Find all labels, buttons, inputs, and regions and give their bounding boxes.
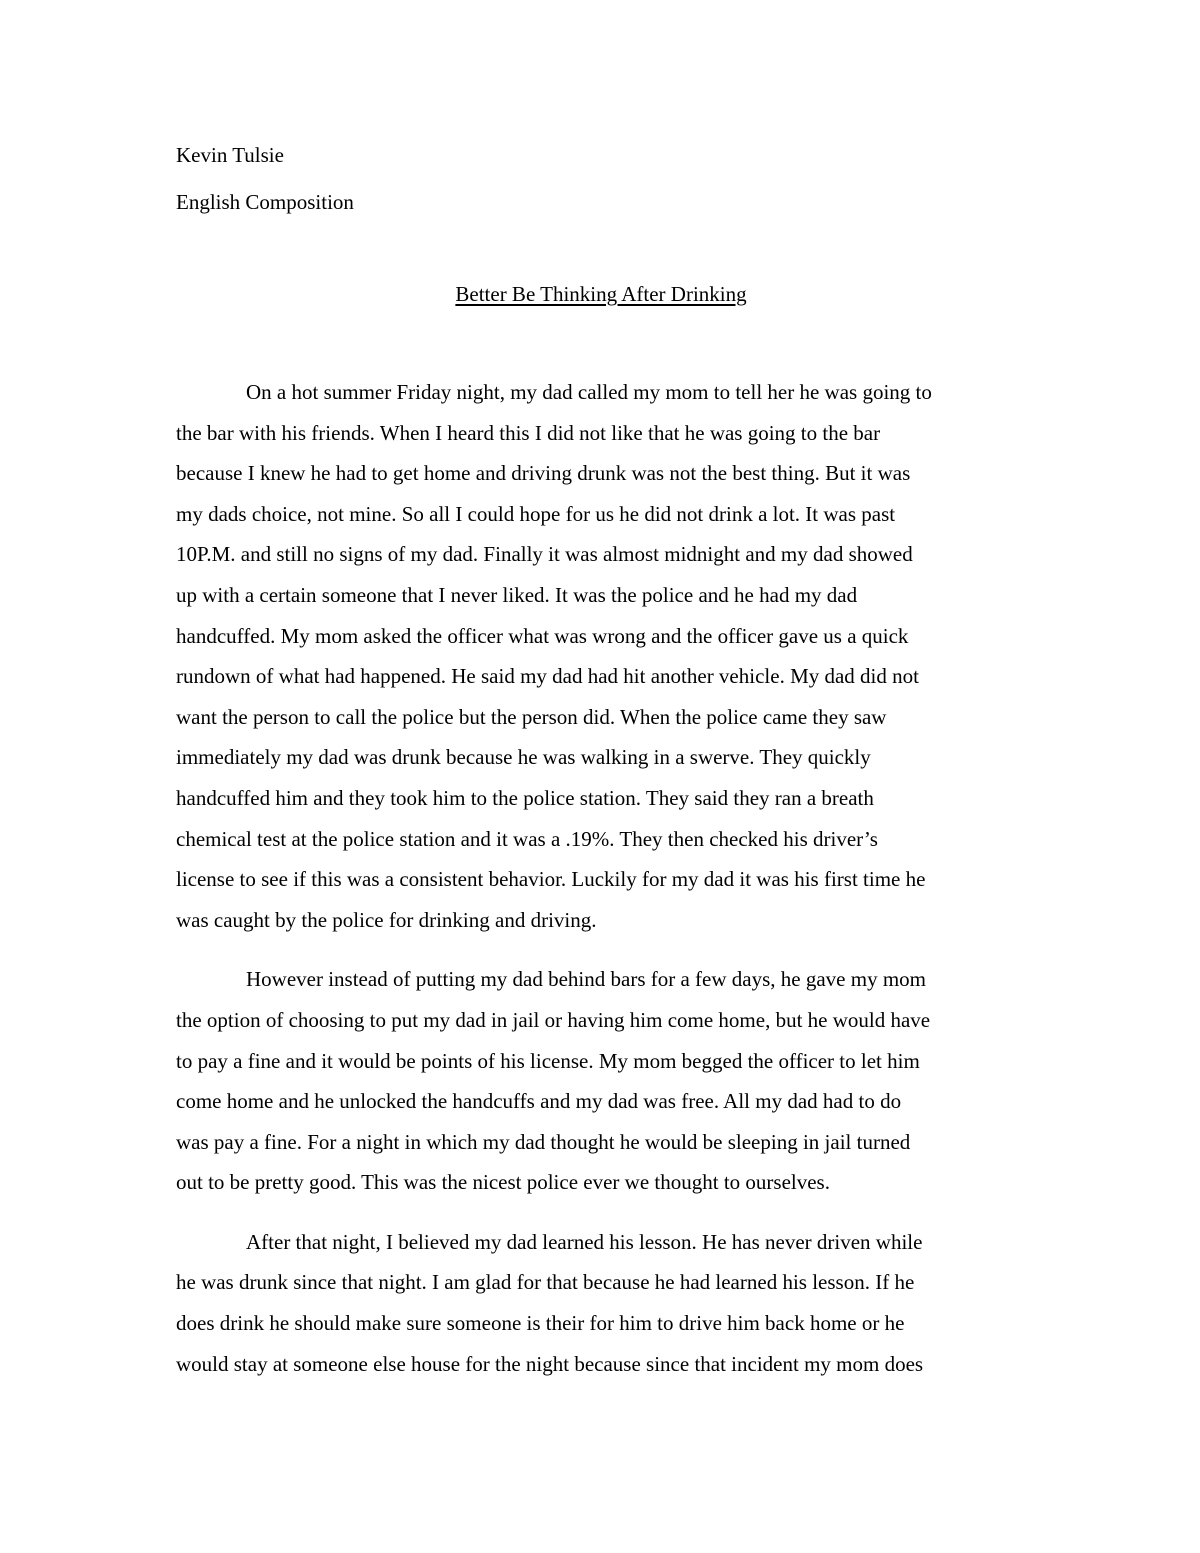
course-name: English Composition <box>176 190 354 214</box>
paragraph-line: want the person to call the police but the person did. When the police came they saw <box>176 704 887 729</box>
essay-paragraph <box>176 372 1026 940</box>
paragraph-line: does drink he should make sure someone is their for him to drive him back home or he <box>176 1311 905 1336</box>
essay-title-text: Better Be Thinking After Drinking <box>455 282 747 306</box>
essay-title <box>176 279 1026 309</box>
paragraph-line: would stay at someone else house for the night because since that incident my mom does <box>176 1351 924 1376</box>
paragraph-line: up with a certain someone that I never liked. It was the police and he had my dad <box>176 582 858 607</box>
paragraph-line: However instead of putting my dad behind bars for a few days, he gave my mom <box>246 967 926 992</box>
paragraph-line: to pay a fine and it would be points of his license. My mom begged the officer to let him <box>176 1048 920 1073</box>
essay-paragraph <box>176 1222 1026 1384</box>
paragraph-line: chemical test at the police station and it was a .19%. They then checked his driver’s <box>176 826 878 851</box>
paragraph-line: immediately my dad was drunk because he was walking in a swerve. They quickly <box>176 745 871 770</box>
paragraph-line: come home and he unlocked the handcuffs and my dad was free. All my dad had to do <box>176 1089 902 1114</box>
paragraph-line: handcuffed him and they took him to the police station. They said they ran a breath <box>176 785 874 810</box>
essay-body <box>176 372 1026 1384</box>
paragraph-line: the bar with his friends. When I heard this I did not like that he was going to the bar <box>176 420 881 445</box>
paragraph-line: After that night, I believed my dad learned his lesson. He has never driven while <box>246 1229 923 1254</box>
paragraph-line: 10P.M. and still no signs of my dad. Finally it was almost midnight and my dad showed <box>176 542 913 567</box>
paragraph-line: the option of choosing to put my dad in jail or having him come home, but he would have <box>176 1007 931 1032</box>
essay-paragraph <box>176 959 1026 1203</box>
author-name: Kevin Tulsie <box>176 143 284 167</box>
paragraph-line: handcuffed. My mom asked the officer what was wrong and the officer gave us a quick <box>176 623 909 648</box>
paragraph-line: license to see if this was a consistent behavior. Luckily for my dad it was his first time he <box>176 867 926 892</box>
paragraph-line: On a hot summer Friday night, my dad called my mom to tell her he was going to <box>246 380 932 404</box>
paragraph-line: because I knew he had to get home and driving drunk was not the best thing. But it was <box>176 461 911 486</box>
paragraph-line: my dads choice, not mine. So all I could hope for us he did not drink a lot. It was past <box>176 501 896 526</box>
document-page <box>176 140 1026 1403</box>
paragraph-line: rundown of what had happened. He said my dad had hit another vehicle. My dad did not <box>176 664 919 689</box>
paragraph-line: out to be pretty good. This was the nicest police ever we thought to ourselves. <box>176 1170 830 1195</box>
paragraph-line: was caught by the police for drinking and driving. <box>176 907 597 932</box>
paragraph-line: was pay a fine. For a night in which my dad thought he would be sleeping in jail turned <box>176 1129 911 1154</box>
paragraph-line: he was drunk since that night. I am glad for that because he had learned his lesson. If he <box>176 1270 915 1295</box>
